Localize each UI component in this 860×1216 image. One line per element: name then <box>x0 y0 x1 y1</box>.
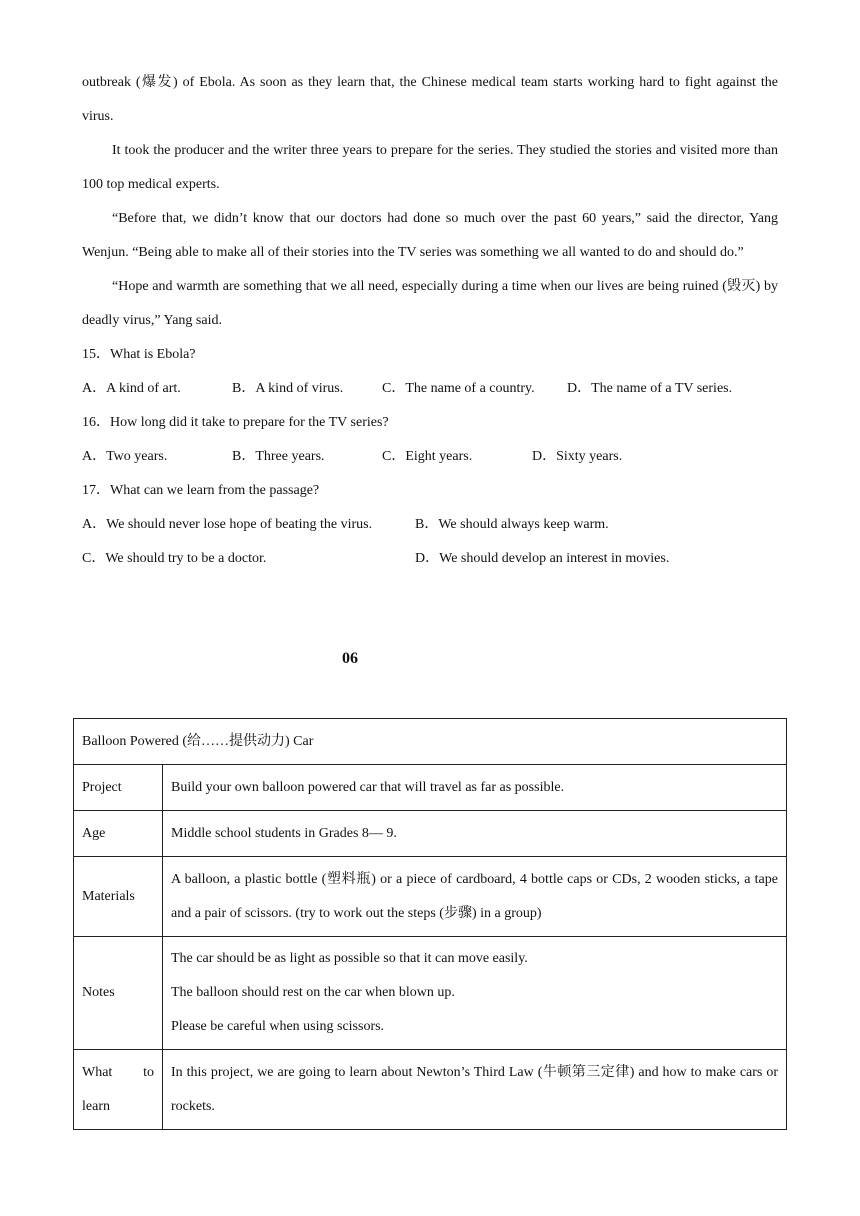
section-number: 06 <box>342 650 358 667</box>
paragraph-2: It took the producer and the writer three years to prepare for the series. They studied the stories and visited more than 100 top medical experts. <box>82 143 778 192</box>
row-label: Materials <box>74 857 163 937</box>
option-c: C．The name of a country. <box>382 381 535 396</box>
option-d: D．We should develop an interest in movies. <box>415 551 670 566</box>
note-line: The car should be as light as possible so that it can move easily. <box>171 951 528 966</box>
option-row <box>82 372 778 406</box>
row-content: Middle school students in Grades 8— 9. <box>163 811 787 857</box>
paragraph-4: “Hope and warmth are something that we all need, especially during a time when our lives are being ruined (毁灭) by deadly virus,” Yang said. <box>82 279 778 328</box>
question-stem: 17．What can we learn from the passage? <box>82 483 320 498</box>
passage <box>82 66 778 576</box>
table-row <box>74 765 787 811</box>
table-row <box>74 1050 787 1130</box>
table-row <box>74 811 787 857</box>
project-table <box>73 718 787 1130</box>
row-label: Project <box>74 765 163 811</box>
option-d: D．The name of a TV series. <box>567 381 733 396</box>
note-line: The balloon should rest on the car when blown up. <box>171 985 455 1000</box>
option-a: A．Two years. <box>82 449 168 464</box>
row-label: Age <box>74 811 163 857</box>
row-content <box>163 937 787 1050</box>
question-stem: 15．What is Ebola? <box>82 347 196 362</box>
table-row <box>74 937 787 1050</box>
option-a: A．A kind of art. <box>82 381 181 396</box>
option-b: B．A kind of virus. <box>232 381 344 396</box>
question-stem: 16．How long did it take to prepare for the TV series? <box>82 415 389 430</box>
question-17 <box>82 474 778 576</box>
paragraph-1: outbreak (爆发) of Ebola. As soon as they learn that, the Chinese medical team starts working hard to fight against the virus. <box>82 75 778 124</box>
option-a: A．We should never lose hope of beating the virus. <box>82 517 373 532</box>
row-content: In this project, we are going to learn about Newton’s Third Law (牛顿第三定律) and how to make cars or rockets. <box>163 1050 787 1130</box>
table-title: Balloon Powered (给……提供动力) Car <box>74 719 787 765</box>
question-16 <box>82 406 778 474</box>
row-label-line: What to <box>82 1064 154 1080</box>
row-label <box>74 1050 163 1130</box>
row-content: Build your own balloon powered car that will travel as far as possible. <box>163 765 787 811</box>
table-row <box>74 857 787 937</box>
paragraph-3: “Before that, we didn’t know that our doctors had done so much over the past 60 years,” said the director, Yang Wenjun. “Being able to make all of their stories into the TV series was something we all wanted to do and should do.” <box>82 211 778 260</box>
row-label-line: learn <box>82 1098 110 1114</box>
row-content: A balloon, a plastic bottle (塑料瓶) or a piece of cardboard, 4 bottle caps or CDs, 2 wooden sticks, a tape and a pair of scissors. (try to work out the steps (步骤) in a group) <box>163 857 787 937</box>
option-row <box>82 508 778 542</box>
option-c: C．We should try to be a doctor. <box>82 551 267 566</box>
row-label: Notes <box>74 937 163 1050</box>
option-row <box>82 440 778 474</box>
option-b: B．Three years. <box>232 449 325 464</box>
question-15 <box>82 338 778 406</box>
option-b: B．We should always keep warm. <box>415 517 609 532</box>
option-c: C．Eight years. <box>382 449 473 464</box>
note-line: Please be careful when using scissors. <box>171 1019 385 1034</box>
table-title-row <box>74 719 787 765</box>
option-row <box>82 542 778 576</box>
option-d: D．Sixty years. <box>532 449 623 464</box>
